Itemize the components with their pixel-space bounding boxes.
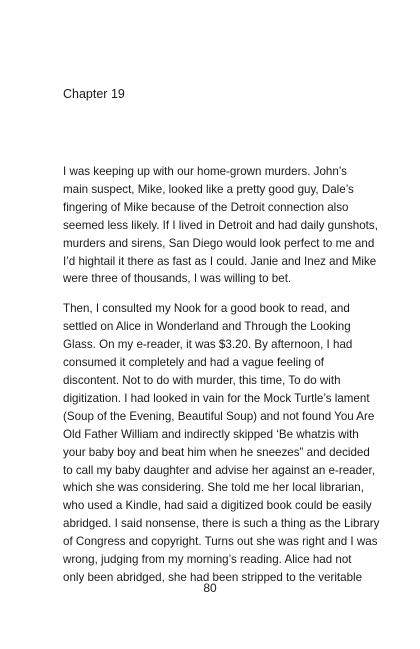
paragraph-1 [63,163,378,288]
text-line: were three of thousands, I was willing to bet. [63,272,292,286]
text-line: I was keeping up with our home-grown murders. John’s [63,165,347,178]
chapter-title: Chapter 19 [63,87,125,101]
body-text [63,163,380,599]
text-line: (Soup of the Evening, Beautiful Soup) and not found You Are [63,409,375,423]
text-line: discontent. Not to do with murder, this time, To do with [63,373,341,387]
text-line: of Congress and copyright. Turns out she was right and I was [63,535,378,549]
page-number: 80 [203,581,217,595]
text-line: consumed it completely and had a vague feeling of [63,356,325,370]
text-line: I’d hightail it there as fast as I could. Janie and Inez and Mike [63,254,377,268]
text-line: fingering of Mike because of the Detroit connection also [63,200,349,214]
text-line: which she was considering. She told me her local librarian, [63,481,364,495]
text-line: murders and sirens, San Diego would look perfect to me and [63,236,375,250]
text-line: who used a Kindle, had said a digitized book could be easily [63,499,372,513]
text-line: seemed less likely. If I lived in Detroit and had daily gunshots, [63,218,378,232]
paragraph-2 [63,300,380,587]
text-line: to call my baby daughter and advise her against an e-reader, [63,463,375,477]
text-line: wrong, judging from my morning’s reading. Alice had not [63,553,352,567]
text-line: digitization. I had looked in vain for the Mock Turtle’s lament [63,391,370,405]
text-line: main suspect, Mike, looked like a pretty good guy, Dale’s [63,182,354,196]
text-line: Then, I consulted my Nook for a good book to read, and [63,302,350,316]
text-line: Glass. On my e-reader, it was $3.20. By afternoon, I had [63,338,353,352]
text-line: abridged. I said nonsense, there is such a thing as the Library [63,517,380,531]
text-line: your baby boy and beat him when he sneezes” and decided [63,445,370,459]
text-line: settled on Alice in Wonderland and Through the Looking [63,320,351,334]
text-line: only been abridged, she had been stripped to the veritable [63,570,363,584]
text-line: Old Father William and indirectly skipped ‘Be whatzis with [63,427,359,441]
